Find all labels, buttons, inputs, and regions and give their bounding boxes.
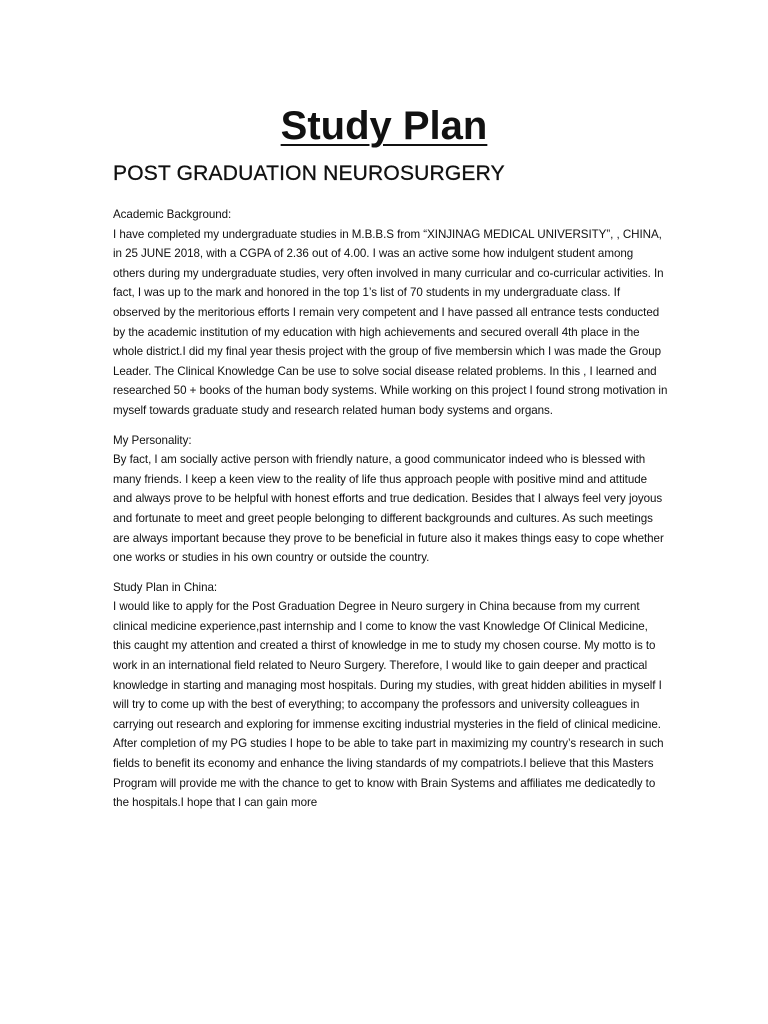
section-paragraph: By fact, I am socially active person with friendly nature, a good communicator indeed who is blessed with many friends. I keep a keen view to the reality of life thus approach people with positive mind and attitude and always prove to be helpful with honest efforts and true dedication. Besides that I always feel very joyous and fortunate to meet and greet people belonging to different backgrounds and cultures. As such meetings are always important because they prove to be beneficial in future also it makes things easy to cope whether one works or studies in his own country or outside the country. — [113, 453, 664, 565]
document-title: Study Plan — [280, 104, 488, 148]
document-body — [113, 205, 668, 823]
section-paragraph: I would like to apply for the Post Graduation Degree in Neuro surgery in China because from my current clinical medicine experience,past internship and I come to know the vast Knowledge Of Clinical Medicine, this caught my attention and created a thirst of knowledge in me to study my chosen course. My motto is to work in an international field related to Neuro Surgery. Therefore, I would like to gain deeper and practical knowledge in starting and managing most hospitals. During my studies, with great hidden abilities in myself I will try to come up with the best of everything; to accompany the professors and university colleagues in carrying out research and exploring for immense exciting industrial mysteries in the field of clinical medicine. After completion of my PG studies I hope to be able to take part in maximizing my country’s research in such fields to benefit its economy and enhance the living standards of my compatriots.I believe that this Masters Program will provide me with the chance to get to know with Brain Systems and affiliates me dedicatedly to the hospitals.I hope that I can gain more — [113, 600, 664, 810]
section-paragraph: I have completed my undergraduate studies in M.B.B.S from “XINJINAG MEDICAL UNIVERSITY”, , CHINA, in 25 JUNE 2018, with a CGPA of 2.36 out of 4.00. I was an active some how indulgent student among others during my undergraduate studies, very often involved in many curricular and co-curricular activities. In fact, I was up to the mark and honored in the top 1’s list of 70 students in my undergraduate class. If observed by the meritorious efforts I remain very competent and I have passed all entrance tests conducted by the academic institution of my education with high achievements and secured overall 4th place in the whole district.I did my final year thesis project with the group of five membersin which I was made the Group Leader. The Clinical Knowledge Can be use to solve social disease related problems. In this , I learned and researched 50 + books of the human body systems. While working on this project I found strong motivation in myself towards graduate study and research related human body systems and organs. — [113, 227, 668, 417]
section-heading: Study Plan in China: — [113, 580, 218, 594]
section-study-plan-in-china — [113, 578, 668, 813]
section-my-personality — [113, 431, 668, 568]
section-heading: My Personality: — [113, 433, 192, 447]
section-academic-background — [113, 205, 668, 421]
document-subtitle: POST GRADUATION NEUROSURGERY — [113, 162, 505, 185]
section-heading: Academic Background: — [113, 208, 232, 221]
